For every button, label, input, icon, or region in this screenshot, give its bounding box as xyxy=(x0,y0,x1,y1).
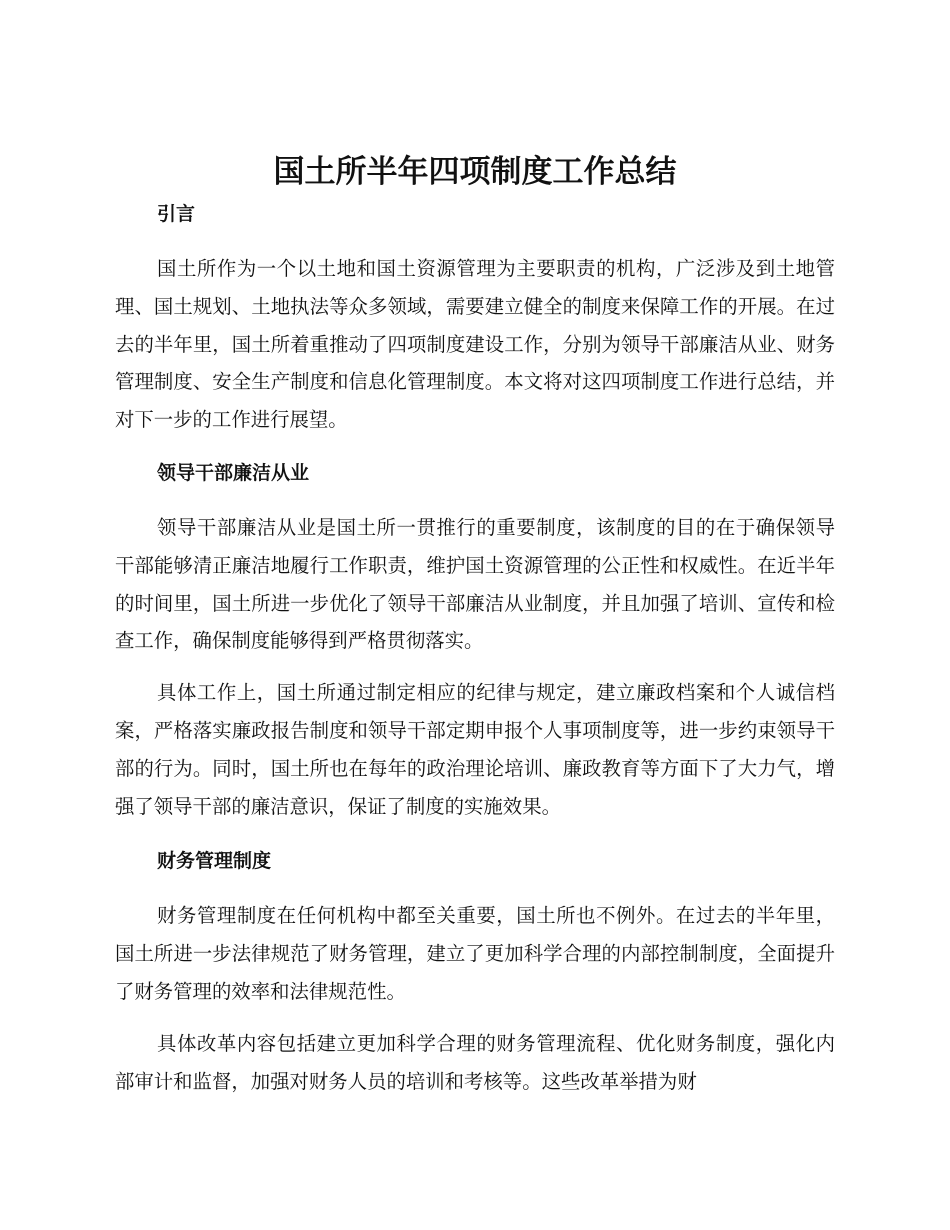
section-heading-intro: 引言 xyxy=(157,203,196,225)
section-heading-finance: 财务管理制度 xyxy=(157,850,272,873)
document-title: 国土所半年四项制度工作总结 xyxy=(273,154,677,190)
section-heading-integrity: 领导干部廉洁从业 xyxy=(157,461,310,484)
document-page xyxy=(115,148,835,1100)
integrity-paragraph-1: 领导干部廉洁从业是国土所一贯推行的重要制度，该制度的目的在于确保领导干部能够清正廉洁地履行工作职责，维护国土资源管理的公正性和权威性。在近半年的时间里，国土所进一步优化了领导干部廉洁从业制度，并且加强了培训、宣传和检查工作，确保制度能够得到严格贯彻落实。 xyxy=(115,515,835,653)
finance-paragraph-2: 具体改革内容包括建立更加科学合理的财务管理流程、优化财务制度，强化内部审计和监督，加强对财务人员的培训和考核等。这些改革举措为财 xyxy=(115,1031,835,1093)
integrity-paragraph-2: 具体工作上，国土所通过制定相应的纪律与规定，建立廉政档案和个人诚信档案，严格落实廉政报告制度和领导干部定期申报个人事项制度等，进一步约束领导干部的行为。同时，国土所也在每年的政治理论培训、廉政教育等方面下了大力气，增强了领导干部的廉洁意识，保证了制度的实施效果。 xyxy=(115,681,835,818)
finance-paragraph-1: 财务管理制度在任何机构中都至关重要，国土所也不例外。在过去的半年里，国土所进一步法律规范了财务管理，建立了更加科学合理的内部控制制度，全面提升了财务管理的效率和法律规范性。 xyxy=(115,904,835,1003)
intro-paragraph: 国土所作为一个以土地和国土资源管理为主要职责的机构，广泛涉及到土地管理、国土规划、土地执法等众多领域，需要建立健全的制度来保障工作的开展。在过去的半年里，国土所着重推动了四项制度建设工作，分别为领导干部廉洁从业、财务管理制度、安全生产制度和信息化管理制度。本文将对这四项制度工作进行总结，并对下一步的工作进行展望。 xyxy=(115,257,835,432)
